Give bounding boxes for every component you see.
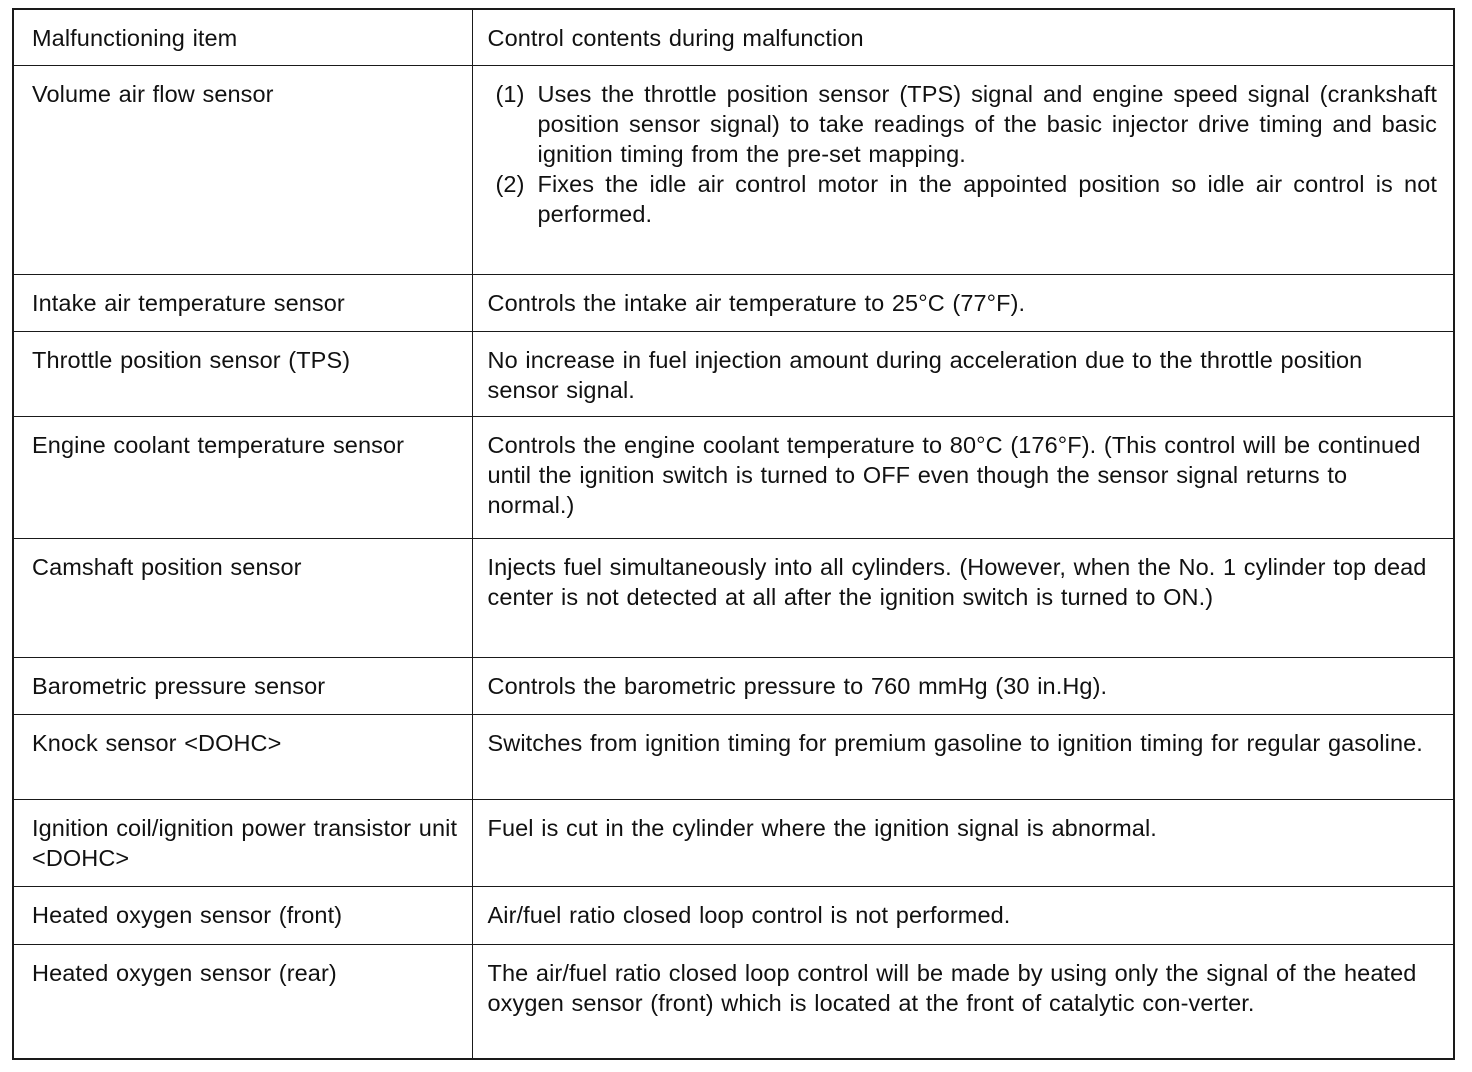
item-cell: Knock sensor <DOHC> bbox=[13, 714, 472, 799]
header-malfunctioning-item: Malfunctioning item bbox=[13, 9, 472, 65]
malfunction-control-table bbox=[12, 8, 1455, 1060]
control-cell: Switches from ignition timing for premium gasoline to ignition timing for regular gasoline. bbox=[472, 714, 1454, 799]
control-cell: Fuel is cut in the cylinder where the ignition signal is abnormal. bbox=[472, 799, 1454, 886]
table-row bbox=[13, 331, 1454, 416]
control-cell: Controls the intake air temperature to 25°C (77°F). bbox=[472, 274, 1454, 331]
item-cell: Volume air flow sensor bbox=[13, 65, 472, 274]
table-header-row bbox=[13, 9, 1454, 65]
item-cell: Throttle position sensor (TPS) bbox=[13, 331, 472, 416]
table-row bbox=[13, 799, 1454, 886]
control-cell: The air/fuel ratio closed loop control will be made by using only the signal of the heated oxygen sensor (front) which is located at the front of catalytic con-verter. bbox=[472, 944, 1454, 1059]
list-item bbox=[488, 79, 1438, 169]
list-item-number: (1) bbox=[495, 80, 525, 107]
table-row bbox=[13, 274, 1454, 331]
list-item-number: (2) bbox=[495, 170, 525, 197]
table-row bbox=[13, 944, 1454, 1059]
control-cell: Injects fuel simultaneously into all cylinders. (However, when the No. 1 cylinder top dead center is not detected at all after the ignition switch is turned to ON.) bbox=[472, 538, 1454, 657]
item-cell: Camshaft position sensor bbox=[13, 538, 472, 657]
control-cell: No increase in fuel injection amount during acceleration due to the throttle position sensor signal. bbox=[472, 331, 1454, 416]
control-cell: Air/fuel ratio closed loop control is not performed. bbox=[472, 886, 1454, 944]
control-numbered-list bbox=[488, 79, 1438, 229]
list-item bbox=[488, 169, 1438, 229]
control-cell: Controls the engine coolant temperature to 80°C (176°F). (This control will be continued until the ignition switch is turned to OFF even though the sensor signal returns to normal.) bbox=[472, 416, 1454, 538]
item-cell: Ignition coil/ignition power transistor unit <DOHC> bbox=[13, 799, 472, 886]
table-row bbox=[13, 886, 1454, 944]
item-cell: Intake air temperature sensor bbox=[13, 274, 472, 331]
control-cell bbox=[472, 65, 1454, 274]
item-cell: Engine coolant temperature sensor bbox=[13, 416, 472, 538]
table-row bbox=[13, 416, 1454, 538]
control-cell: Controls the barometric pressure to 760 mmHg (30 in.Hg). bbox=[472, 657, 1454, 714]
table-row bbox=[13, 714, 1454, 799]
table-row bbox=[13, 538, 1454, 657]
header-control-contents: Control contents during malfunction bbox=[472, 9, 1454, 65]
item-cell: Heated oxygen sensor (rear) bbox=[13, 944, 472, 1059]
item-cell: Barometric pressure sensor bbox=[13, 657, 472, 714]
item-cell: Heated oxygen sensor (front) bbox=[13, 886, 472, 944]
list-item-text: Fixes the idle air control motor in the appointed position so idle air control is not performed. bbox=[537, 170, 1437, 227]
table-row bbox=[13, 65, 1454, 274]
table-row bbox=[13, 657, 1454, 714]
list-item-text: Uses the throttle position sensor (TPS) signal and engine speed signal (crankshaft position sensor signal) to take readings of the basic injector drive timing and basic ignition timing from the pre-set mapping. bbox=[537, 80, 1437, 167]
